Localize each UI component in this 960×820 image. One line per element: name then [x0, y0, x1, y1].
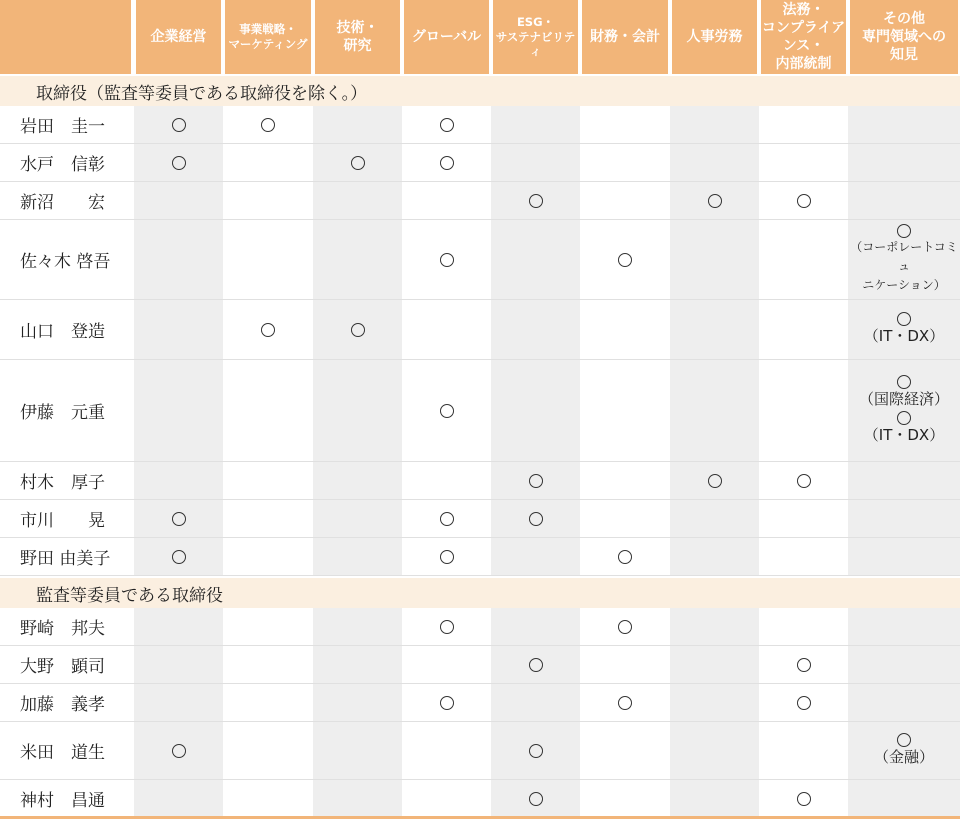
skill-cell [491, 500, 580, 537]
circle-mark [261, 323, 275, 337]
director-name: 水戸 信彰 [20, 155, 105, 175]
skill-cell [848, 684, 960, 721]
skill-cell [134, 608, 223, 645]
skill-cell [580, 462, 670, 499]
skill-cell [670, 182, 759, 219]
skill-cell [491, 538, 580, 575]
skill-cell [759, 684, 848, 721]
skill-cell [848, 220, 960, 299]
skill-cell [580, 500, 670, 537]
skill-cell [313, 538, 402, 575]
skill-cell [491, 780, 580, 817]
skill-cell [313, 182, 402, 219]
skill-cell [759, 608, 848, 645]
skill-cell [134, 182, 223, 219]
director-name: 野田 由美子 [20, 549, 111, 569]
skill-cell [670, 538, 759, 575]
skill-cell [313, 360, 402, 461]
circle-mark [618, 550, 632, 564]
section-title: 監査等委員である取締役 [0, 578, 960, 608]
skill-cell [134, 462, 223, 499]
skill-cell [580, 684, 670, 721]
circle-mark [440, 620, 454, 634]
skill-cell [402, 538, 491, 575]
circle-mark [897, 312, 911, 326]
table-row [0, 360, 960, 462]
director-name: 大野 顕司 [20, 657, 105, 677]
skill-cell [134, 780, 223, 817]
circle-mark [797, 658, 811, 672]
skill-cell [580, 300, 670, 359]
header-7: 人事労務 [672, 0, 757, 74]
skill-cell [491, 144, 580, 181]
skill-cell [848, 462, 960, 499]
skill-cell [580, 538, 670, 575]
expertise-note: （金融） [873, 747, 934, 766]
skill-cell [223, 608, 313, 645]
circle-mark [172, 118, 186, 132]
circle-mark [261, 118, 275, 132]
skill-cell [134, 300, 223, 359]
skill-cell [134, 144, 223, 181]
skill-cell [402, 500, 491, 537]
circle-mark [618, 253, 632, 267]
skill-cell [848, 360, 960, 461]
skill-cell [491, 646, 580, 683]
circle-mark [529, 512, 543, 526]
director-name: 山口 登造 [20, 322, 105, 342]
table-row [0, 144, 960, 182]
skill-cell [402, 144, 491, 181]
skill-cell [223, 106, 313, 143]
skill-cell [848, 646, 960, 683]
skill-cell [491, 684, 580, 721]
circle-mark [618, 696, 632, 710]
header-4: グローバル [404, 0, 489, 74]
table-row [0, 608, 960, 646]
skill-cell [313, 500, 402, 537]
circle-mark [440, 550, 454, 564]
circle-mark [440, 404, 454, 418]
circle-mark [351, 156, 365, 170]
skill-cell [580, 360, 670, 461]
skill-cell [670, 780, 759, 817]
skill-cell [313, 722, 402, 779]
circle-mark [529, 792, 543, 806]
skill-cell [848, 144, 960, 181]
skill-cell [313, 684, 402, 721]
skill-cell [223, 182, 313, 219]
skill-cell [313, 106, 402, 143]
skill-cell [313, 144, 402, 181]
expertise-note: （IT・DX） [863, 326, 945, 345]
skill-cell [134, 106, 223, 143]
skill-cell [223, 462, 313, 499]
skill-cell [223, 220, 313, 299]
circle-mark [897, 733, 911, 747]
header-9: その他 専門領域への 知見 [850, 0, 958, 74]
skill-cell [848, 722, 960, 779]
skill-cell [491, 182, 580, 219]
skill-cell [580, 144, 670, 181]
skill-cell [759, 722, 848, 779]
skill-cell [759, 182, 848, 219]
skill-cell [580, 220, 670, 299]
skill-cell [759, 538, 848, 575]
skill-cell [134, 722, 223, 779]
director-name: 伊藤 元重 [20, 403, 105, 423]
table-row [0, 722, 960, 780]
expertise-note: （コーポレートコミュ ニケーション） [850, 239, 958, 293]
skill-cell [759, 462, 848, 499]
skill-cell [491, 360, 580, 461]
skill-cell [491, 608, 580, 645]
skill-cell [670, 360, 759, 461]
skill-cell [223, 646, 313, 683]
skill-cell [223, 500, 313, 537]
table-row [0, 106, 960, 144]
circle-mark [440, 512, 454, 526]
table-row [0, 220, 960, 300]
bottom-rule [0, 816, 960, 819]
skill-cell [670, 722, 759, 779]
circle-mark [440, 696, 454, 710]
director-name: 岩田 圭一 [20, 117, 105, 137]
skill-cell [848, 780, 960, 817]
circle-mark [797, 474, 811, 488]
skill-cell [402, 462, 491, 499]
table-row [0, 462, 960, 500]
skill-cell [491, 300, 580, 359]
skill-cell [670, 608, 759, 645]
skill-cell [848, 106, 960, 143]
skill-cell [759, 780, 848, 817]
table-row [0, 500, 960, 538]
skill-cell [223, 300, 313, 359]
skill-cell [491, 106, 580, 143]
skill-cell [848, 300, 960, 359]
header-1: 企業経営 [136, 0, 221, 74]
header-2: 事業戦略・ マーケティング [225, 0, 311, 74]
skill-cell [759, 144, 848, 181]
director-name: 野崎 邦夫 [20, 619, 105, 639]
table-row [0, 684, 960, 722]
director-name: 米田 道生 [20, 743, 105, 763]
skill-cell [313, 462, 402, 499]
director-name: 神村 昌通 [20, 791, 105, 811]
skill-cell [670, 500, 759, 537]
header-3: 技術・ 研究 [315, 0, 400, 74]
circle-mark [897, 224, 911, 238]
skill-cell [223, 360, 313, 461]
skill-cell [134, 360, 223, 461]
skill-cell [848, 182, 960, 219]
expertise-note: （IT・DX） [863, 425, 945, 444]
skill-cell [670, 462, 759, 499]
table-row [0, 300, 960, 360]
circle-mark [797, 696, 811, 710]
skill-cell [580, 722, 670, 779]
circle-mark [897, 375, 911, 389]
skill-cell [223, 144, 313, 181]
circle-mark [440, 156, 454, 170]
circle-mark [708, 474, 722, 488]
header-6: 財務・会計 [582, 0, 668, 74]
director-name: 村木 厚子 [20, 473, 105, 493]
skill-cell [848, 538, 960, 575]
skill-cell [580, 608, 670, 645]
skill-cell [759, 360, 848, 461]
circle-mark [440, 253, 454, 267]
skill-cell [402, 780, 491, 817]
header-8: 法務・ コンプライアンス・ 内部統制 [761, 1, 846, 73]
skill-cell [759, 220, 848, 299]
skill-cell [402, 182, 491, 219]
skill-cell [759, 106, 848, 143]
director-name: 佐々木 啓吾 [20, 252, 111, 272]
director-name: 新沼 宏 [20, 193, 105, 213]
skill-cell [134, 500, 223, 537]
circle-mark [172, 512, 186, 526]
circle-mark [897, 411, 911, 425]
skill-cell [402, 646, 491, 683]
skill-cell [759, 500, 848, 537]
director-name: 市川 晃 [20, 511, 105, 531]
circle-mark [529, 658, 543, 672]
skill-cell [134, 220, 223, 299]
skill-cell [848, 608, 960, 645]
skill-cell [580, 780, 670, 817]
skill-cell [223, 722, 313, 779]
header-5: ESG・ サステナビリティ [493, 0, 578, 74]
skill-cell [670, 646, 759, 683]
skill-cell [402, 300, 491, 359]
skill-cell [491, 462, 580, 499]
circle-mark [351, 323, 365, 337]
skill-cell [848, 500, 960, 537]
circle-mark [172, 550, 186, 564]
skill-cell [402, 220, 491, 299]
skill-cell [670, 220, 759, 299]
table-row [0, 182, 960, 220]
skill-cell [313, 608, 402, 645]
circle-mark [797, 194, 811, 208]
table-row [0, 646, 960, 684]
skill-cell [580, 646, 670, 683]
skill-cell [670, 684, 759, 721]
skill-cell [580, 182, 670, 219]
skill-cell [759, 300, 848, 359]
skill-cell [313, 220, 402, 299]
circle-mark [529, 474, 543, 488]
circle-mark [529, 194, 543, 208]
skill-cell [670, 300, 759, 359]
circle-mark [618, 620, 632, 634]
circle-mark [529, 744, 543, 758]
skill-cell [491, 220, 580, 299]
director-name: 加藤 義孝 [20, 695, 105, 715]
circle-mark [440, 118, 454, 132]
skill-cell [134, 538, 223, 575]
skill-cell [670, 144, 759, 181]
skill-cell [491, 722, 580, 779]
skill-cell [402, 722, 491, 779]
skill-cell [580, 106, 670, 143]
skill-cell [223, 538, 313, 575]
table-row [0, 538, 960, 576]
table-row [0, 780, 960, 818]
skill-cell [134, 684, 223, 721]
skill-cell [223, 780, 313, 817]
header-corner [0, 0, 131, 74]
skill-cell [402, 684, 491, 721]
skill-cell [402, 608, 491, 645]
expertise-note: （国際経済） [858, 389, 949, 408]
skill-cell [313, 300, 402, 359]
circle-mark [797, 792, 811, 806]
circle-mark [708, 194, 722, 208]
skill-cell [402, 106, 491, 143]
skill-cell [223, 684, 313, 721]
circle-mark [172, 744, 186, 758]
section-title: 取締役（監査等委員である取締役を除く。） [0, 76, 960, 106]
skill-cell [313, 646, 402, 683]
skill-cell [402, 360, 491, 461]
skill-cell [313, 780, 402, 817]
skill-cell [759, 646, 848, 683]
circle-mark [172, 156, 186, 170]
skill-cell [670, 106, 759, 143]
skill-cell [134, 646, 223, 683]
